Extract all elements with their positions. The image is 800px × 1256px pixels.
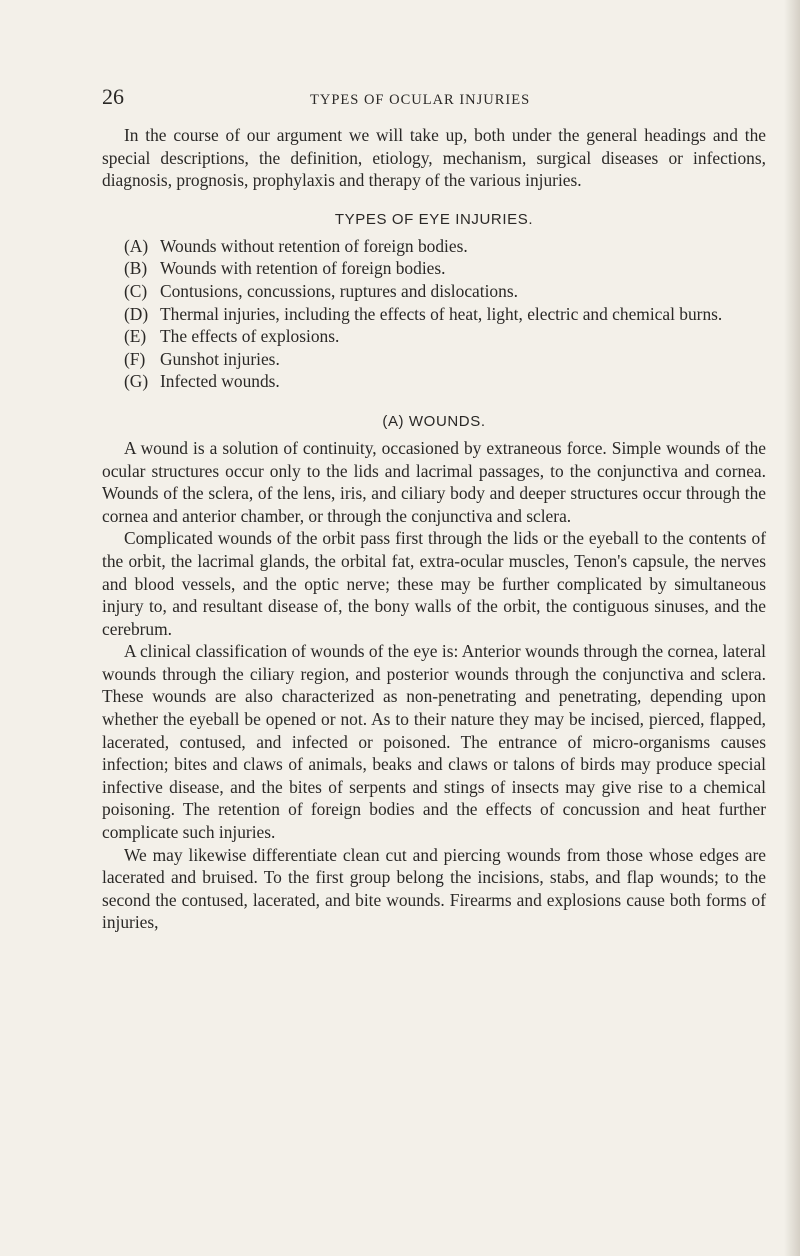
list-item-letter: (A)	[124, 235, 149, 256]
list-item	[102, 235, 766, 258]
types-heading: TYPES OF EYE INJURIES.	[334, 210, 534, 228]
book-page	[102, 84, 766, 934]
wounds-paragraph: Complicated wounds of the orbit pass first through the lids or the eyeball to the contents of the orbit, the lacrimal glands, the orbital fat, extra-ocular muscles, Tenon's capsule, the nerves and blood vessels, and the optic nerve; these may be further complicated by simultaneous injury to, and resultant disease of, the bony walls of the orbit, the contiguous sinuses, and the cerebrum.	[102, 528, 766, 639]
injury-types-list	[102, 235, 766, 393]
wounds-heading: (A) WOUNDS.	[382, 412, 486, 430]
page-number: 26	[102, 84, 124, 109]
list-item-letter: (E)	[124, 326, 147, 347]
page-header	[102, 84, 766, 110]
list-item	[102, 280, 766, 303]
list-item	[102, 257, 766, 280]
list-item-letter: (B)	[124, 258, 148, 279]
list-item-text: Wounds with retention of foreign bodies.	[160, 258, 446, 279]
list-item-letter: (F)	[124, 348, 146, 369]
running-head: TYPES OF OCULAR INJURIES	[310, 92, 531, 108]
list-item	[102, 325, 766, 348]
list-item-text: Contusions, concussions, ruptures and dislocations.	[160, 280, 518, 301]
list-item	[102, 348, 766, 371]
wounds-paragraph: We may likewise differentiate clean cut and piercing wounds from those whose edges are lacerated and bruised. To the first group belong the incisions, stabs, and flap wounds; to the second the contused, lacerated, and bite wounds. Firearms and explosions cause both forms of injuries,	[102, 844, 766, 933]
list-item-text: Gunshot injuries.	[160, 348, 280, 369]
list-item-letter: (G)	[124, 371, 149, 392]
page-edge-shadow	[784, 0, 800, 1256]
list-item-text: Infected wounds.	[160, 371, 280, 392]
list-item-text: Thermal injuries, including the effects of heat, light, electric and chemical burns.	[160, 303, 723, 324]
wounds-paragraph: A clinical classification of wounds of the eye is: Anterior wounds through the cornea, lateral wounds through the ciliary region, and posterior wounds through the conjunctiva and sclera. These wounds are also characterized as non-penetrating and penetrating, depending upon whether the eyeball be opened or not. As to their nature they may be incised, pierced, flapped, lacerated, contused, and infected or poisoned. The entrance of micro-organisms causes infection; bites and claws of animals, beaks and claws or talons of birds may produce special infective disease, and the bites of serpents and stings of insects may give rise to a chemical poisoning. The retention of foreign bodies and the effects of concussion and heat further complicate such injuries.	[102, 641, 766, 843]
list-item	[102, 370, 766, 393]
wounds-paragraph: A wound is a solution of continuity, occasioned by extraneous force. Simple wounds of the ocular structures occur only to the lids and lacrimal passages, to the conjunctiva and cornea. Wounds of the sclera, of the lens, iris, and ciliary body and deeper structures occur through the cornea and anterior chamber, or through the conjunctiva and sclera.	[102, 437, 766, 526]
intro-paragraph: In the course of our argument we will take up, both under the general headings and the special descriptions, the definition, etiology, mechanism, surgical diseases or infections, diagnosis, prognosis, prophylaxis and therapy of the various injuries.	[102, 125, 766, 191]
list-item-letter: (C)	[124, 280, 148, 301]
list-item-text: Wounds without retention of foreign bodies.	[160, 235, 468, 256]
list-item	[102, 303, 766, 326]
list-item-text: The effects of explosions.	[160, 326, 340, 347]
list-item-letter: (D)	[124, 303, 149, 324]
